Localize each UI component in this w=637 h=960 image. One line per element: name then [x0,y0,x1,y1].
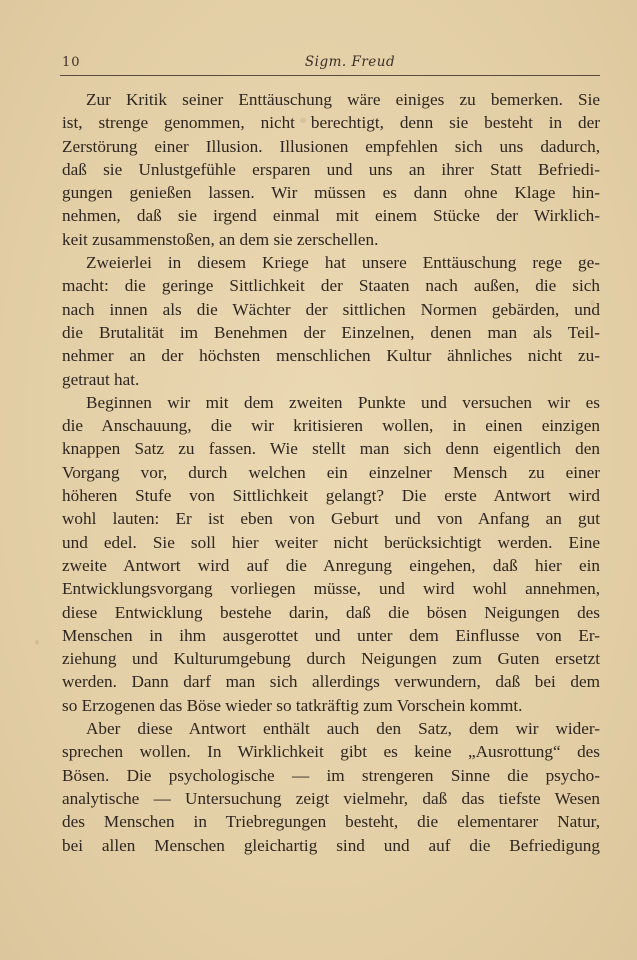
running-title: Sigm. Freud [304,54,396,70]
text-line: werden. Dann darf man sich allerdings verwundern, daß bei dem [62,672,600,692]
paragraph [62,391,600,717]
page-header [60,53,600,76]
text-line: Zweierlei in diesem Kriege hat unsere Enttäuschung rege ge- [86,253,600,273]
text-line: Zur Kritik seiner Enttäuschung wäre einiges zu bemerken. Sie [86,90,600,109]
text-line: wohl lauten: Er ist eben von Geburt und von Anfang an gut [62,509,600,529]
text-line: ziehung und Kulturumgebung durch Neigungen zum Guten ersetzt [62,649,600,669]
text-line: ist, strenge genommen, nicht berechtigt, denn sie besteht in der [62,113,600,133]
text-line: Vorgang vor, durch welchen ein einzelner Mensch zu einer [62,462,600,482]
text-line: Menschen in ihm ausgerottet und unter dem Einflusse von Er- [62,625,600,645]
text-line: keit zusammenstoßen, an dem sie zerschellen. [62,229,379,249]
text-line: daß sie Unlustgefühle ersparen und uns an ihrer Statt Befriedi- [62,159,600,179]
body-text [62,88,600,857]
text-line: höheren Stufe von Sittlichkeit gelangt? Die erste Antwort wird [62,486,600,506]
text-line: Zerstörung einer Illusion. Illusionen empfehlen sich uns dadurch, [62,136,600,156]
paragraph [62,717,600,857]
text-line: analytische — Untersuchung zeigt vielmehr, daß das tiefste Wesen [62,788,600,808]
text-line: Entwicklungsvorgang vorliegen müsse, und wird wohl annehmen, [62,579,600,599]
text-line: diese Entwicklung bestehe darin, daß die bösen Neigungen des [62,602,600,622]
text-line: die Anschauung, die wir kritisieren wollen, in einen einzigen [62,416,600,436]
text-line: bei allen Menschen gleichartig sind und auf die Befriedigung [62,835,600,855]
paragraph [62,88,600,251]
text-line: Beginnen wir mit dem zweiten Punkte und versuchen wir es [86,392,600,412]
text-line: sprechen wollen. In Wirklichkeit gibt es keine „Ausrottung“ des [62,742,600,762]
text-line: nach innen als die Wächter der sittlichen Normen gebärden, und [62,299,600,319]
text-line: nehmer an der höchsten menschlichen Kultur ähnliches nicht zu- [62,346,600,366]
text-line: die Brutalität im Benehmen der Einzelnen, denen man als Teil- [62,322,600,342]
text-line: zweite Antwort wird auf die Anregung eingehen, daß hier ein [62,555,600,575]
text-line: knappen Satz zu fassen. Wie stellt man sich denn eigentlich den [62,439,600,459]
text-line: Bösen. Die psychologische — im strengeren Sinne die psycho- [62,765,600,785]
text-line: des Menschen in Triebregungen besteht, die elementarer Natur, [62,812,600,832]
text-line: nehmen, daß sie irgend einmal mit einem Stücke der Wirklich- [62,206,600,226]
text-line: Aber diese Antwort enthält auch den Satz, dem wir wider- [86,719,600,739]
text-line: so Erzogenen das Böse wieder so tatkräftig zum Vorschein kommt. [62,695,523,715]
text-line: und edel. Sie soll hier weiter nicht berücksichtigt werden. Eine [62,532,600,552]
page-number: 10 [62,55,81,70]
paragraph [62,251,600,391]
text-line: macht: die geringe Sittlichkeit der Staaten nach außen, die sich [62,276,600,296]
paper-stain [35,640,39,645]
text-line: getraut hat. [62,369,140,389]
text-line: gungen genießen lassen. Wir müssen es dann ohne Klage hin- [62,183,600,203]
